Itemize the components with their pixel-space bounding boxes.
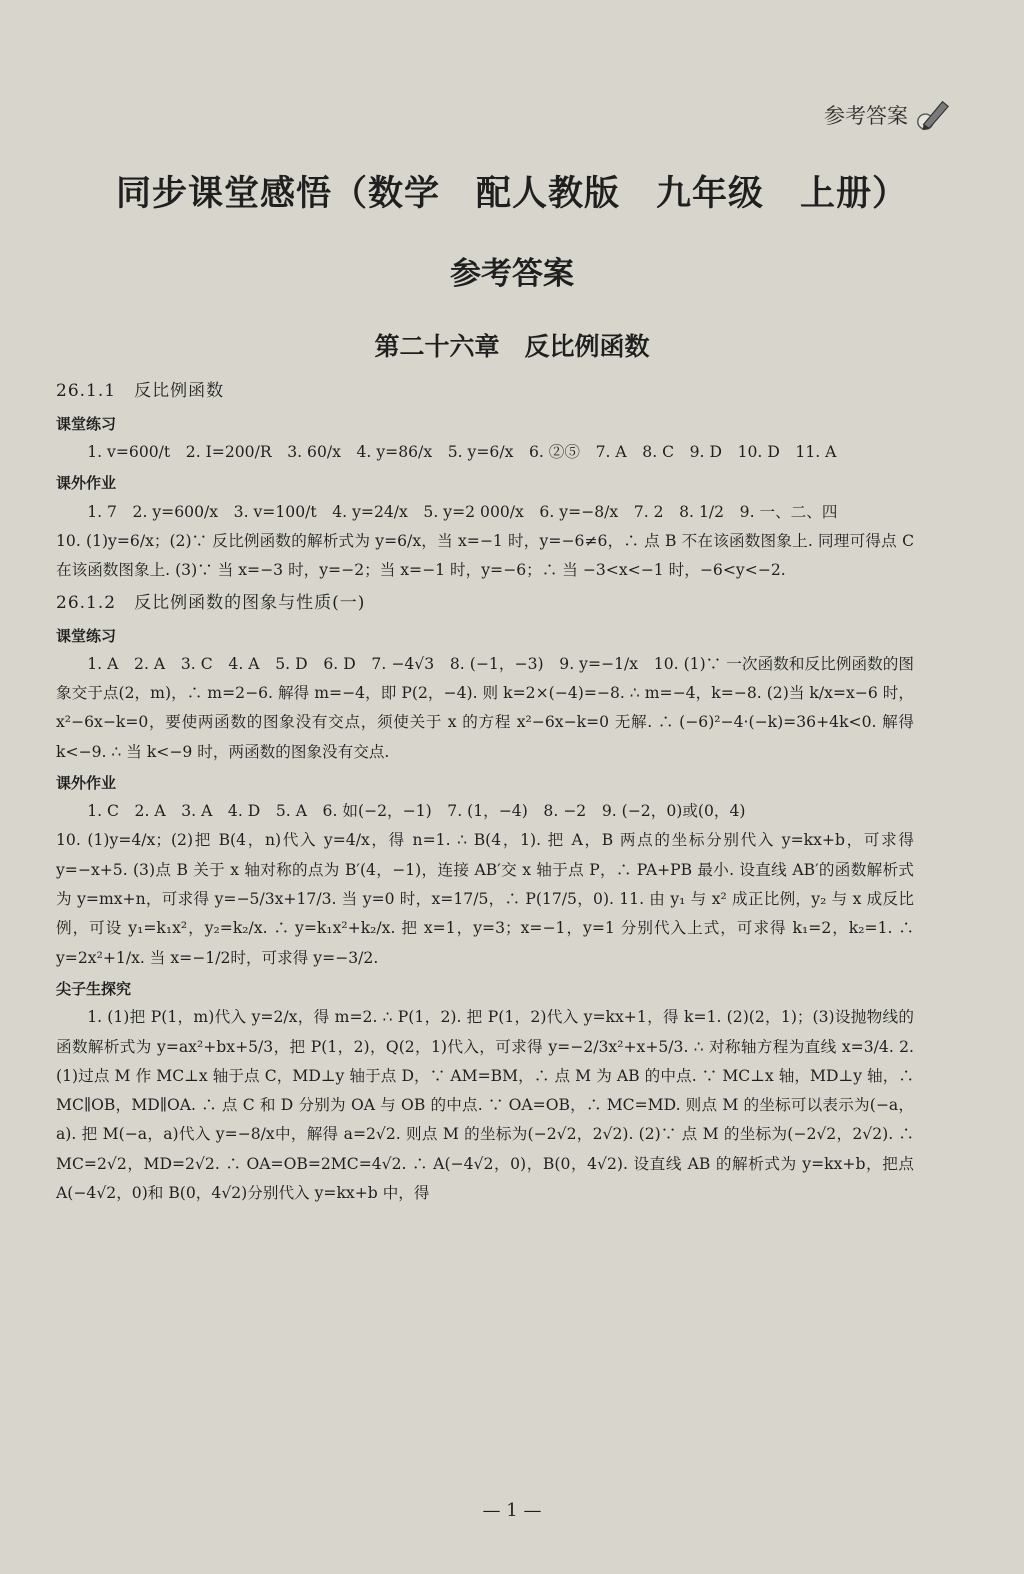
classwork-answers: 1. A 2. A 3. C 4. A 5. D 6. D 7. −4√3 8. (−1，−3) 9. y=−1/x 10. (1)∵ 一次函数和反比例函数的图象交于点(2，m)，∴ m=2−6. 解得 m=−4，即 P(2，−4). 则 k=2×(−4)=−8. ∴ m=−4，k=−8. (2)当 k/x=x−6 时，x²−6x−k=0，要使两函数的图象没有交点，须使关于 x 的方程 x²−6x−k=0 无解. ∴ (−6)²−4·(−k)=36+4k<0. 解得 k<−9. ∴ 当 k<−9 时，两函数的图象没有交点. xyxy=(56,654,914,761)
chapter-title: 第二十六章 反比例函数 xyxy=(374,332,650,361)
page-subtitle: 参考答案 xyxy=(450,256,574,292)
homework-answers: 10. (1)y=4/x；(2)把 B(4，n)代入 y=4/x，得 n=1. ∴ B(4，1). 把 A，B 两点的坐标分别代入 y=kx+b，可求得 y=−x+5. (3)点 B 关于 x 轴对称的点为 B′(4，−1)，连接 AB′交 x 轴于点 P，∴ PA+PB 最小. 设直线 AB′的函数解析式为 y=mx+n，可求得 y=−5/3x+17/3. 当 y=0 时，x=17/5，∴ P(17/5，0). 11. 由 y₁ 与 x² 成正比例，y₂ 与 x 成反比例，可设 y₁=k₁x²，y₂=k₂/x. ∴ y=k₁x²+k₂/x. 把 x=1，y=3；x=−1，y=1 分别代入上式，可求得 k₁=2，k₂=1. ∴ y=2x²+1/x. 当 x=−1/2时，可求得 y=−3/2. xyxy=(56,831,914,967)
homework-answers: 1. 7 2. y=600/x 3. v=100/t 4. y=24/x 5. y=2 000/x 6. y=−8/x 7. 2 8. 1/2 9. 一、二、四 xyxy=(87,502,838,521)
classwork-label: 课堂练习 xyxy=(56,626,117,645)
explore-label: 尖子生探究 xyxy=(56,980,132,999)
page-title: 同步课堂感悟（数学 配人教版 九年级 上册） xyxy=(115,174,908,214)
section-title: 26.1.2 反比例函数的图象与性质(一) xyxy=(56,592,366,613)
section-title: 26.1.1 反比例函数 xyxy=(56,381,225,401)
homework-answers: 1. C 2. A 3. A 4. D 5. A 6. 如(−2，−1) 7. (1，−4) 8. −2 9. (−2，0)或(0，4) xyxy=(87,802,746,821)
classwork-label: 课堂练习 xyxy=(56,414,117,433)
header-tag xyxy=(824,96,952,134)
homework-label: 课外作业 xyxy=(56,773,117,792)
homework-label: 课外作业 xyxy=(56,474,117,493)
pencil-icon xyxy=(914,96,952,134)
header-tag-text: 参考答案 xyxy=(824,104,908,128)
page-number: — 1 — xyxy=(482,1500,542,1521)
classwork-answers: 1. v=600/t 2. I=200/R 3. 60/x 4. y=86/x 5. y=6/x 6. ②⑤ 7. A 8. C 9. D 10. D 11. A xyxy=(87,443,837,462)
explore-answers: 1. (1)把 P(1，m)代入 y=2/x，得 m=2. ∴ P(1，2). 把 P(1，2)代入 y=kx+1，得 k=1. (2)(2，1)；(3)设抛物线的函数解析式为 y=ax²+bx+5/3，把 P(1，2)，Q(2，1)代入，可求得 y=−2/3x²+x+5/3. ∴ 对称轴方程为直线 x=3/4. 2. (1)过点 M 作 MC⊥x 轴于点 C，MD⊥y 轴于点 D，∵ AM=BM，∴ 点 M 为 AB 的中点. ∵ MC⊥x 轴，MD⊥y 轴，∴ MC∥OB，MD∥OA. ∴ 点 C 和 D 分别为 OA 与 OB 的中点. ∵ OA=OB，∴ MC=MD. 则点 M 的坐标可以表示为(−a，a). 把 M(−a，a)代入 y=−8/x中，解得 a=2√2. 则点 M 的坐标为(−2√2，2√2). (2)∵ 点 M 的坐标为(−2√2，2√2). ∴ MC=2√2，MD=2√2. ∴ OA=OB=2MC=4√2. ∴ A(−4√2，0)，B(0，4√2). 设直线 AB 的解析式为 y=kx+b，把点 A(−4√2，0)和 B(0，4√2)分别代入 y=kx+b 中，得 xyxy=(56,1008,914,1203)
homework-answers: 10. (1)y=6/x；(2)∵ 反比例函数的解析式为 y=6/x，当 x=−1 时，y=−6≠6，∴ 点 B 不在该函数图象上. 同理可得点 C 在该函数图象上. (3)∵ 当 x=−3 时，y=−2；当 x=−1 时，y=−6；∴ 当 −3<x<−1 时，−6<y<−2. xyxy=(56,531,914,580)
answer-content xyxy=(56,374,914,1208)
